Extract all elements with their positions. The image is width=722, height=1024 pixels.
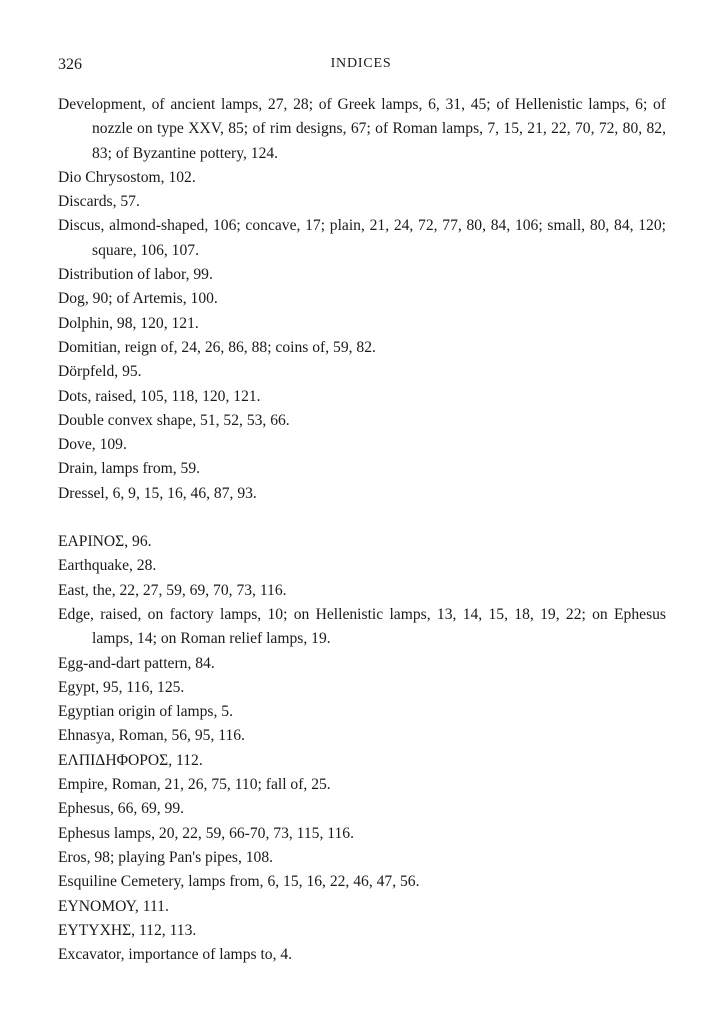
- index-entry: Dog, 90; of Artemis, 100.: [58, 290, 218, 308]
- index-entry: Double convex shape, 51, 52, 53, 66.: [58, 411, 290, 429]
- index-entry: ΕΥΤΥΧΗΣ, 112, 113.: [58, 921, 197, 939]
- index-entry: Drain, lamps from, 59.: [58, 460, 201, 478]
- page-number: 326: [58, 56, 82, 73]
- index-entry: Dörpfeld, 95.: [58, 363, 142, 381]
- index-entry: Earthquake, 28.: [58, 557, 157, 575]
- running-head: INDICES: [330, 56, 392, 71]
- index-entry: Dove, 109.: [58, 436, 127, 454]
- index-entry: Egg-and-dart pattern, 84.: [58, 654, 215, 672]
- index-entry: Dio Chrysostom, 102.: [58, 168, 196, 186]
- page-header: [58, 56, 664, 78]
- index-entry: Discards, 57.: [58, 193, 140, 211]
- index-entry: Empire, Roman, 21, 26, 75, 110; fall of, 25.: [58, 776, 331, 794]
- index-entry: Egypt, 95, 116, 125.: [58, 678, 185, 696]
- index-entries: [58, 93, 666, 967]
- index-entry: Egyptian origin of lamps, 5.: [58, 703, 233, 721]
- index-entry: Development, of ancient lamps, 27, 28; of Greek lamps, 6, 31, 45; of Hellenistic lamps, 6; of nozzle on type XXV, 85; of rim designs, 67; of Roman lamps, 7, 15, 21, 22, 70, 72, 80, 82, 83; of Byzantine pottery, 124.: [58, 96, 666, 162]
- index-entry: Ephesus, 66, 69, 99.: [58, 800, 185, 818]
- index-entry: Dressel, 6, 9, 15, 16, 46, 87, 93.: [58, 484, 257, 502]
- index-entry: Distribution of labor, 99.: [58, 266, 213, 284]
- index-entry: Ephesus lamps, 20, 22, 59, 66-70, 73, 115, 116.: [58, 824, 354, 842]
- index-entry: Edge, raised, on factory lamps, 10; on Hellenistic lamps, 13, 14, 15, 18, 19, 22; on Ephesus lamps, 14; on Roman relief lamps, 19.: [58, 605, 666, 648]
- index-entry: ΕΑΡΙΝΟΣ, 96.: [58, 533, 152, 551]
- index-entry: ΕΛΠΙΔΗΦΟΡΟΣ, 112.: [58, 751, 203, 769]
- index-entry: Eros, 98; playing Pan's pipes, 108.: [58, 848, 274, 866]
- index-entry: Excavator, importance of lamps to, 4.: [58, 946, 293, 964]
- index-entry: ΕΥΝΟΜΟΥ, 111.: [58, 897, 169, 915]
- index-entry: Discus, almond-shaped, 106; concave, 17; plain, 21, 24, 72, 77, 80, 84, 106; small, 80, 84, 120; square, 106, 107.: [58, 217, 666, 259]
- index-entry: Domitian, reign of, 24, 26, 86, 88; coins of, 59, 82.: [58, 338, 376, 356]
- index-entry: Ehnasya, Roman, 56, 95, 116.: [58, 727, 245, 745]
- index-entry: Esquiline Cemetery, lamps from, 6, 15, 16, 22, 46, 47, 56.: [58, 873, 420, 891]
- index-entry: East, the, 22, 27, 59, 69, 70, 73, 116.: [58, 581, 287, 599]
- index-entry: Dolphin, 98, 120, 121.: [58, 314, 199, 332]
- index-entry: Dots, raised, 105, 118, 120, 121.: [58, 387, 261, 405]
